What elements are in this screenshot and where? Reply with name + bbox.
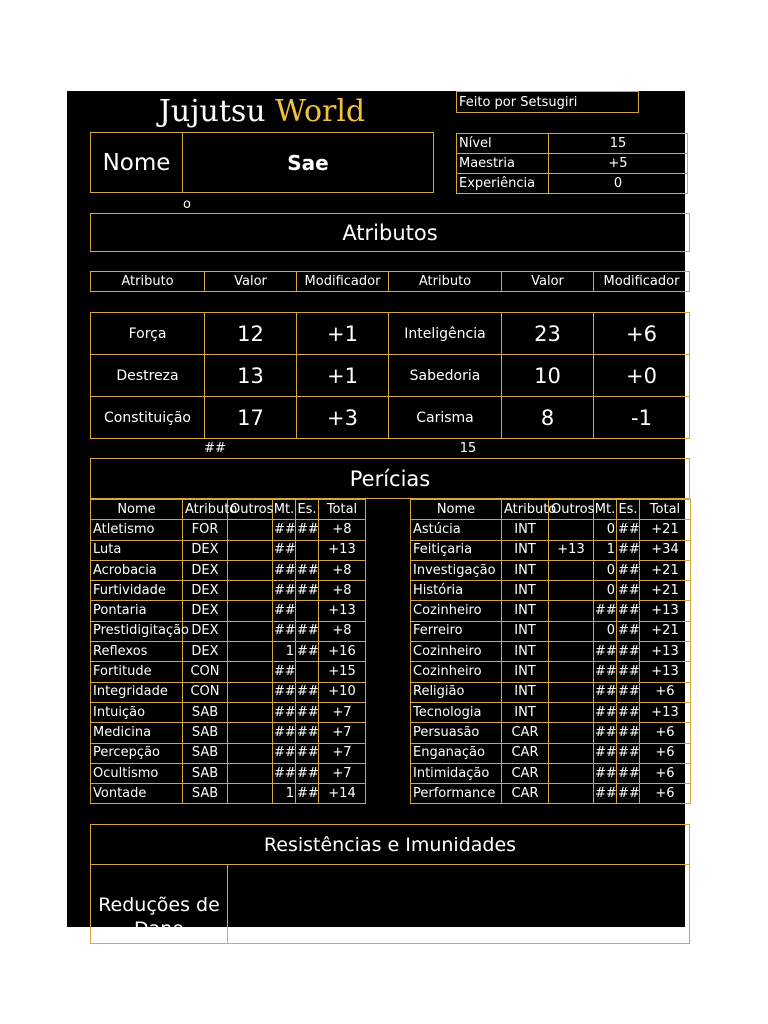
skill-row: [411, 784, 691, 804]
skill-total: +8: [319, 520, 366, 540]
atributos-title: Atributos: [90, 213, 690, 252]
skill-specialty[interactable]: ##: [296, 621, 319, 641]
skill-row: [91, 662, 366, 682]
skill-specialty[interactable]: ##: [617, 763, 640, 783]
skill-specialty[interactable]: ##: [296, 723, 319, 743]
reducoes-label: Reduções de Dano: [98, 894, 220, 940]
col-header-total: Total: [640, 500, 691, 520]
attr-mod-forca: +1: [296, 312, 389, 355]
skill-other-bonus[interactable]: [549, 784, 594, 804]
skill-mastery[interactable]: 0: [594, 560, 617, 580]
skill-row: [411, 540, 691, 560]
skill-total: +13: [319, 601, 366, 621]
skill-other-bonus[interactable]: [228, 784, 273, 804]
credit-box: [456, 91, 639, 113]
skill-row: [411, 520, 691, 540]
col-header-atributo: Atributo: [502, 500, 549, 520]
skill-specialty[interactable]: ##: [617, 642, 640, 662]
col-header-nome: Nome: [91, 500, 183, 520]
col-header-atributo: Atributo: [183, 500, 228, 520]
skill-mastery[interactable]: ##: [273, 621, 296, 641]
skill-attribute: CAR: [502, 723, 549, 743]
character-sheet: [67, 91, 685, 940]
skill-attribute: INT: [502, 662, 549, 682]
skill-name: Intuição: [91, 702, 183, 722]
skill-mastery[interactable]: ##: [594, 601, 617, 621]
skill-other-bonus[interactable]: [228, 763, 273, 783]
skill-other-bonus[interactable]: [228, 601, 273, 621]
skill-name: Persuasão: [411, 723, 502, 743]
skill-other-bonus[interactable]: [228, 520, 273, 540]
skill-attribute: INT: [502, 682, 549, 702]
attr-header-1: Atributo: [90, 271, 205, 292]
skill-row: [411, 560, 691, 580]
skill-total: +13: [640, 642, 691, 662]
skill-attribute: DEX: [183, 540, 228, 560]
attr-header-5: Valor: [501, 271, 594, 292]
skill-mastery[interactable]: ##: [273, 743, 296, 763]
skill-attribute: SAB: [183, 723, 228, 743]
skill-attribute: SAB: [183, 763, 228, 783]
skill-name: Vontade: [91, 784, 183, 804]
skill-attribute: SAB: [183, 784, 228, 804]
skill-other-bonus[interactable]: [228, 723, 273, 743]
skill-specialty[interactable]: ##: [296, 520, 319, 540]
skill-attribute: DEX: [183, 601, 228, 621]
skill-name: Prestidigitação: [91, 621, 183, 641]
skill-specialty[interactable]: ##: [617, 601, 640, 621]
skill-attribute: DEX: [183, 560, 228, 580]
skill-specialty[interactable]: [296, 662, 319, 682]
skill-attribute: INT: [502, 520, 549, 540]
skill-name: Religião: [411, 682, 502, 702]
skill-row: [411, 621, 691, 641]
skill-total: +13: [640, 601, 691, 621]
skill-specialty[interactable]: ##: [296, 784, 319, 804]
skill-mastery[interactable]: ##: [594, 784, 617, 804]
skill-name: Fortitude: [91, 662, 183, 682]
skill-specialty[interactable]: ##: [617, 682, 640, 702]
attr-name-sabedoria: Sabedoria: [388, 354, 502, 397]
col-header-es: Es.: [617, 500, 640, 520]
skill-row: [91, 621, 366, 641]
skill-row: [411, 702, 691, 722]
attr-mod-inteligencia: +6: [593, 312, 690, 355]
skill-attribute: DEX: [183, 642, 228, 662]
skill-mastery[interactable]: ##: [594, 763, 617, 783]
skill-other-bonus[interactable]: [228, 642, 273, 662]
skill-attribute: DEX: [183, 621, 228, 641]
stat-label-nivel: Nível: [456, 133, 549, 154]
attr-footer-right: 15: [459, 440, 477, 456]
skill-specialty[interactable]: [296, 540, 319, 560]
skill-specialty[interactable]: ##: [296, 702, 319, 722]
attr-value-sabedoria[interactable]: 10: [501, 354, 594, 397]
skill-name: Luta: [91, 540, 183, 560]
attr-mod-destreza: +1: [296, 354, 389, 397]
resistencias-title: Resistências e Imunidades: [90, 824, 690, 865]
skill-other-bonus[interactable]: +13: [549, 540, 594, 560]
reducoes-label-cell: [90, 864, 228, 944]
skill-other-bonus[interactable]: [549, 662, 594, 682]
col-header-nome: Nome: [411, 500, 502, 520]
skill-attribute: CAR: [502, 784, 549, 804]
name-value: Sae: [287, 150, 329, 175]
skill-other-bonus[interactable]: [549, 642, 594, 662]
attr-name-carisma: Carisma: [388, 396, 502, 439]
stat-label-experiencia: Experiência: [456, 173, 549, 194]
skill-name: Cozinheiro: [411, 601, 502, 621]
skill-specialty[interactable]: ##: [617, 581, 640, 601]
skill-name: Percepção: [91, 743, 183, 763]
skill-mastery[interactable]: ##: [594, 682, 617, 702]
title-part1: Jujutsu: [158, 93, 266, 129]
sheet-title: [91, 91, 433, 131]
skill-mastery[interactable]: ##: [594, 702, 617, 722]
name-label: Nome: [90, 132, 183, 193]
skill-attribute: INT: [502, 560, 549, 580]
skill-specialty[interactable]: ##: [617, 621, 640, 641]
credit-text: Feito por Setsugiri: [459, 94, 578, 110]
attr-header-2: Valor: [204, 271, 297, 292]
skill-attribute: INT: [502, 601, 549, 621]
skill-row: [91, 601, 366, 621]
skill-row: [411, 763, 691, 783]
skill-total: +8: [319, 560, 366, 580]
skill-total: +13: [319, 540, 366, 560]
skill-specialty[interactable]: ##: [296, 743, 319, 763]
attr-name-forca: Força: [90, 312, 205, 355]
attr-value-destreza[interactable]: 13: [204, 354, 297, 397]
skill-total: +7: [319, 723, 366, 743]
skill-other-bonus[interactable]: [549, 723, 594, 743]
skill-specialty[interactable]: ##: [617, 784, 640, 804]
attr-header-3: Modificador: [296, 271, 389, 292]
attr-value-forca[interactable]: 12: [204, 312, 297, 355]
attr-header-6: Modificador: [593, 271, 690, 292]
attr-value-constituicao[interactable]: 17: [204, 396, 297, 439]
skill-other-bonus[interactable]: [228, 621, 273, 641]
skill-other-bonus[interactable]: [549, 560, 594, 580]
skill-row: [411, 581, 691, 601]
attr-value-inteligencia[interactable]: 23: [501, 312, 594, 355]
skill-other-bonus[interactable]: [228, 581, 273, 601]
skill-mastery[interactable]: ##: [273, 763, 296, 783]
skill-total: +6: [640, 723, 691, 743]
skill-row: [91, 763, 366, 783]
skill-name: Investigação: [411, 560, 502, 580]
skill-row: [411, 662, 691, 682]
skill-total: +13: [640, 702, 691, 722]
skill-specialty[interactable]: ##: [617, 702, 640, 722]
skill-mastery[interactable]: ##: [273, 520, 296, 540]
col-header-mt: Mt.: [594, 500, 617, 520]
skill-total: +6: [640, 763, 691, 783]
skill-specialty[interactable]: ##: [617, 662, 640, 682]
skill-other-bonus[interactable]: [228, 682, 273, 702]
skill-row: [91, 520, 366, 540]
skill-attribute: INT: [502, 621, 549, 641]
skill-total: +14: [319, 784, 366, 804]
skill-specialty[interactable]: ##: [617, 520, 640, 540]
skill-total: +34: [640, 540, 691, 560]
skill-name: História: [411, 581, 502, 601]
attr-value-carisma[interactable]: 8: [501, 396, 594, 439]
skills-table-left: [90, 499, 366, 804]
skill-mastery[interactable]: ##: [273, 723, 296, 743]
skill-row: [411, 682, 691, 702]
skill-specialty[interactable]: [296, 601, 319, 621]
skill-other-bonus[interactable]: [549, 581, 594, 601]
skill-name: Reflexos: [91, 642, 183, 662]
skill-attribute: DEX: [183, 581, 228, 601]
skill-mastery[interactable]: ##: [273, 540, 296, 560]
skill-name: Ocultismo: [91, 763, 183, 783]
skill-mastery[interactable]: ##: [273, 601, 296, 621]
skill-specialty[interactable]: ##: [296, 682, 319, 702]
skill-row: [91, 560, 366, 580]
skill-mastery[interactable]: ##: [594, 662, 617, 682]
skill-attribute: SAB: [183, 702, 228, 722]
skill-total: +21: [640, 621, 691, 641]
skills-header-row: [91, 500, 366, 520]
attr-name-destreza: Destreza: [90, 354, 205, 397]
skill-other-bonus[interactable]: [549, 702, 594, 722]
title-part2: World: [275, 93, 366, 129]
skill-row: [91, 723, 366, 743]
attr-mod-carisma: -1: [593, 396, 690, 439]
skill-row: [91, 784, 366, 804]
skill-attribute: CON: [183, 662, 228, 682]
skill-mastery[interactable]: 1: [594, 540, 617, 560]
skill-mastery[interactable]: ##: [273, 560, 296, 580]
skill-mastery[interactable]: 0: [594, 621, 617, 641]
skill-other-bonus[interactable]: [228, 540, 273, 560]
skill-name: Pontaria: [91, 601, 183, 621]
skill-total: +7: [319, 743, 366, 763]
skill-specialty[interactable]: ##: [617, 560, 640, 580]
skill-total: +16: [319, 642, 366, 662]
skill-attribute: INT: [502, 581, 549, 601]
skill-name: Integridade: [91, 682, 183, 702]
skill-specialty[interactable]: ##: [617, 743, 640, 763]
skill-total: +13: [640, 662, 691, 682]
pericias-title: Perícias: [90, 458, 690, 499]
skill-total: +21: [640, 581, 691, 601]
skill-total: +6: [640, 784, 691, 804]
skill-row: [91, 682, 366, 702]
skills-header-row: [411, 500, 691, 520]
skill-other-bonus[interactable]: [228, 662, 273, 682]
skill-specialty[interactable]: ##: [296, 642, 319, 662]
skill-name: Feitiçaria: [411, 540, 502, 560]
skill-total: +8: [319, 581, 366, 601]
stray-o: o: [183, 196, 191, 212]
skill-total: +7: [319, 702, 366, 722]
skill-total: +6: [640, 743, 691, 763]
skill-row: [91, 702, 366, 722]
skill-name: Astúcia: [411, 520, 502, 540]
skill-attribute: CAR: [502, 743, 549, 763]
stat-value-nivel[interactable]: 15: [548, 133, 688, 154]
attr-footer-left: ##: [204, 440, 226, 456]
col-header-outros: Outros: [228, 500, 273, 520]
skill-name: Enganação: [411, 743, 502, 763]
attr-name-constituicao: Constituição: [90, 396, 205, 439]
skill-other-bonus[interactable]: [549, 621, 594, 641]
skill-specialty[interactable]: ##: [296, 581, 319, 601]
skill-mastery[interactable]: ##: [594, 642, 617, 662]
skill-row: [91, 581, 366, 601]
stat-value-experiencia[interactable]: 0: [548, 173, 688, 194]
skill-mastery[interactable]: 0: [594, 520, 617, 540]
attr-header-4: Atributo: [388, 271, 502, 292]
stat-label-maestria: Maestria: [456, 153, 549, 174]
col-header-outros: Outros: [549, 500, 594, 520]
skill-row: [411, 723, 691, 743]
skill-specialty[interactable]: ##: [296, 560, 319, 580]
skill-mastery[interactable]: 1: [273, 784, 296, 804]
skill-row: [411, 601, 691, 621]
skill-name: Intimidação: [411, 763, 502, 783]
skill-specialty[interactable]: ##: [617, 540, 640, 560]
skill-name: Furtividade: [91, 581, 183, 601]
skill-total: +21: [640, 520, 691, 540]
skill-attribute: CON: [183, 682, 228, 702]
skill-mastery[interactable]: 0: [594, 581, 617, 601]
skill-specialty[interactable]: ##: [617, 723, 640, 743]
skill-other-bonus[interactable]: [228, 702, 273, 722]
skill-specialty[interactable]: ##: [296, 763, 319, 783]
skill-attribute: INT: [502, 642, 549, 662]
skill-total: +8: [319, 621, 366, 641]
skill-mastery[interactable]: ##: [273, 662, 296, 682]
skill-row: [91, 642, 366, 662]
skill-other-bonus[interactable]: [549, 520, 594, 540]
skill-name: Performance: [411, 784, 502, 804]
skill-other-bonus[interactable]: [228, 560, 273, 580]
stat-value-maestria[interactable]: +5: [548, 153, 688, 174]
skill-name: Tecnologia: [411, 702, 502, 722]
skill-mastery[interactable]: ##: [594, 743, 617, 763]
skill-other-bonus[interactable]: [228, 743, 273, 763]
col-header-total: Total: [319, 500, 366, 520]
name-field[interactable]: [182, 132, 434, 193]
skill-attribute: SAB: [183, 743, 228, 763]
skill-total: +15: [319, 662, 366, 682]
skill-name: Atletismo: [91, 520, 183, 540]
skill-other-bonus[interactable]: [549, 682, 594, 702]
skill-name: Medicina: [91, 723, 183, 743]
skill-row: [411, 743, 691, 763]
attr-mod-constituicao: +3: [296, 396, 389, 439]
skill-mastery[interactable]: 1: [273, 642, 296, 662]
skill-total: +7: [319, 763, 366, 783]
reducoes-field[interactable]: [227, 864, 690, 944]
skill-total: +6: [640, 682, 691, 702]
skill-attribute: INT: [502, 702, 549, 722]
skill-mastery[interactable]: ##: [594, 723, 617, 743]
skill-attribute: CAR: [502, 763, 549, 783]
skill-total: +10: [319, 682, 366, 702]
skill-name: Ferreiro: [411, 621, 502, 641]
skill-other-bonus[interactable]: [549, 763, 594, 783]
skill-name: Cozinheiro: [411, 642, 502, 662]
skill-total: +21: [640, 560, 691, 580]
skill-row: [91, 743, 366, 763]
skill-other-bonus[interactable]: [549, 743, 594, 763]
skill-name: Cozinheiro: [411, 662, 502, 682]
skills-table-right: [410, 499, 691, 804]
skill-attribute: FOR: [183, 520, 228, 540]
col-header-mt: Mt.: [273, 500, 296, 520]
skill-other-bonus[interactable]: [549, 601, 594, 621]
skill-name: Acrobacia: [91, 560, 183, 580]
attr-mod-sabedoria: +0: [593, 354, 690, 397]
attr-name-inteligencia: Inteligência: [388, 312, 502, 355]
skill-mastery[interactable]: ##: [273, 581, 296, 601]
skill-mastery[interactable]: ##: [273, 702, 296, 722]
col-header-es: Es.: [296, 500, 319, 520]
skill-row: [91, 540, 366, 560]
skill-attribute: INT: [502, 540, 549, 560]
skill-mastery[interactable]: ##: [273, 682, 296, 702]
skill-row: [411, 642, 691, 662]
